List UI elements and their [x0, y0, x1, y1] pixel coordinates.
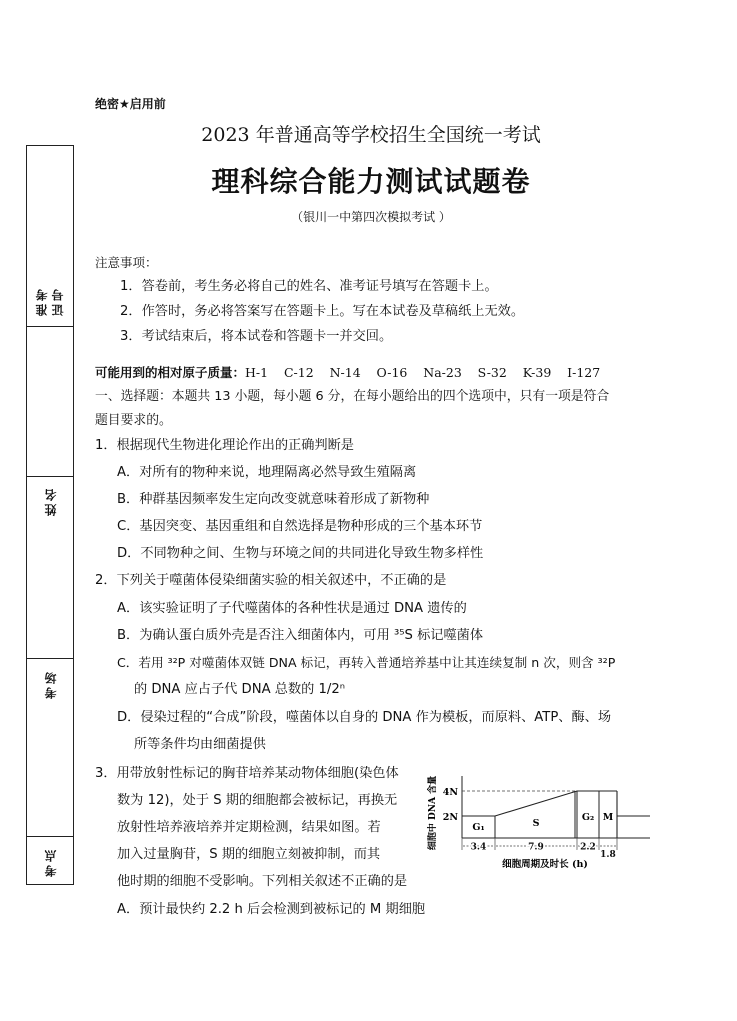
- question-stem: 数为 12)，处于 S 期的细胞都会被标记，再换无: [117, 793, 398, 808]
- question-option: D．不同物种之间、生物与环境之间的共同进化导致生物多样性: [117, 546, 484, 561]
- question-option: A．该实验证明了子代噬菌体的各种性状是通过 DNA 遗传的: [117, 601, 467, 616]
- chart-marks: [462, 776, 650, 860]
- notice-item: 3．考试结束后，将本试卷和答题卡一并交回。: [120, 329, 393, 344]
- strip-label-admission-number: 准考证号: [35, 286, 65, 316]
- binding-strip: [26, 145, 74, 885]
- question-option: A．预计最快约 2.2 h 后会检测到被标记的 M 期细胞: [117, 902, 426, 917]
- question-stem: 加入过量胸苷，S 期的细胞立刻被抑制，而其: [117, 847, 381, 862]
- chart-ytick-2n: 2N: [442, 812, 458, 823]
- section-instruction: 一、选择题：本题共 13 小题，每小题 6 分，在每小题给出的四个选项中，只有一项是符合: [95, 389, 610, 404]
- dna-content-chart: [425, 768, 665, 873]
- chart-xlabel: 细胞周期及时长 (h): [502, 859, 588, 870]
- chart-duration-label: 2.2: [580, 842, 596, 853]
- strip-divider: [27, 836, 73, 837]
- chart-ylabel: 细胞中 DNA 含量: [428, 775, 438, 851]
- chart-duration-label: 7.9: [528, 842, 544, 853]
- question-option: B．为确认蛋白质外壳是否注入细菌体内，可用 ³⁵S 标记噬菌体: [117, 628, 484, 643]
- question-stem: 3．用带放射性标记的胸苷培养某动物体细胞(染色体: [95, 766, 399, 781]
- strip-label-exam-room: 考场: [43, 669, 58, 699]
- atomic-masses: [95, 364, 600, 382]
- chart-phase-label: G₂: [581, 812, 595, 823]
- exam-title: 2023 年普通高等学校招生全国统一考试: [201, 124, 541, 146]
- question-stem: 放射性培养液培养并定期检测，结果如图。若: [117, 820, 381, 835]
- section-instruction: 题目要求的。: [95, 413, 172, 428]
- question-option: A．对所有的物种来说，地理隔离必然导致生殖隔离: [117, 465, 417, 480]
- strip-label-exam-site: 考点: [43, 847, 58, 877]
- strip-divider: [27, 476, 73, 477]
- strip-divider: [27, 326, 73, 327]
- chart-ytick-4n: 4N: [442, 787, 458, 798]
- page-title: 理科综合能力测试试题卷: [211, 165, 531, 198]
- question-option-continued: 所等条件均由细菌提供: [134, 737, 266, 752]
- question-option-continued: 的 DNA 应占子代 DNA 总数的 1/2ⁿ: [134, 682, 346, 697]
- atomic-masses-values: H-1 C-12 N-14 O-16 Na-23 S-32 K-39 I-127: [245, 365, 601, 380]
- chart-phase-label: G₁: [472, 822, 485, 833]
- chart-duration-label: 3.4: [470, 842, 487, 853]
- question-stem: 1．根据现代生物进化理论作出的正确判断是: [95, 438, 354, 453]
- atomic-masses-label: 可能用到的相对原子质量：: [95, 365, 246, 380]
- notice-item: 2．作答时，务必将答案写在答题卡上。写在本试卷及草稿纸上无效。: [120, 304, 525, 319]
- question-option: C．基因突变、基因重组和自然选择是物种形成的三个基本环节: [117, 519, 483, 534]
- question-option: D．侵染过程的“合成”阶段，噬菌体以自身的 DNA 作为模板，而原料、ATP、酶、场: [117, 710, 612, 725]
- question-stem: 他时期的细胞不受影响。下列相关叙述不正确的是: [117, 874, 408, 889]
- strip-label-name: 姓名: [43, 486, 58, 516]
- chart-duration-label: 1.8: [600, 850, 616, 860]
- strip-divider: [27, 658, 73, 659]
- sub-title: （银川一中第四次模拟考试 ）: [291, 210, 451, 224]
- notice-item: 1．答卷前，考生务必将自己的姓名、准考证号填写在答题卡上。: [120, 279, 498, 294]
- notice-heading: 注意事项：: [95, 255, 158, 270]
- question-option: B．种群基因频率发生定向改变就意味着形成了新物种: [117, 492, 430, 507]
- question-option: C．若用 ³²P 对噬菌体双链 DNA 标记，再转入普通培养基中让其连续复制 n 次，则含 ³²P: [117, 655, 616, 670]
- chart-phase-label: M: [602, 812, 614, 823]
- chart-phase-label: S: [532, 818, 540, 829]
- question-stem: 2．下列关于噬菌体侵染细菌实验的相关叙述中，不正确的是: [95, 573, 447, 588]
- confidential-mark: 绝密★启用前: [95, 97, 166, 111]
